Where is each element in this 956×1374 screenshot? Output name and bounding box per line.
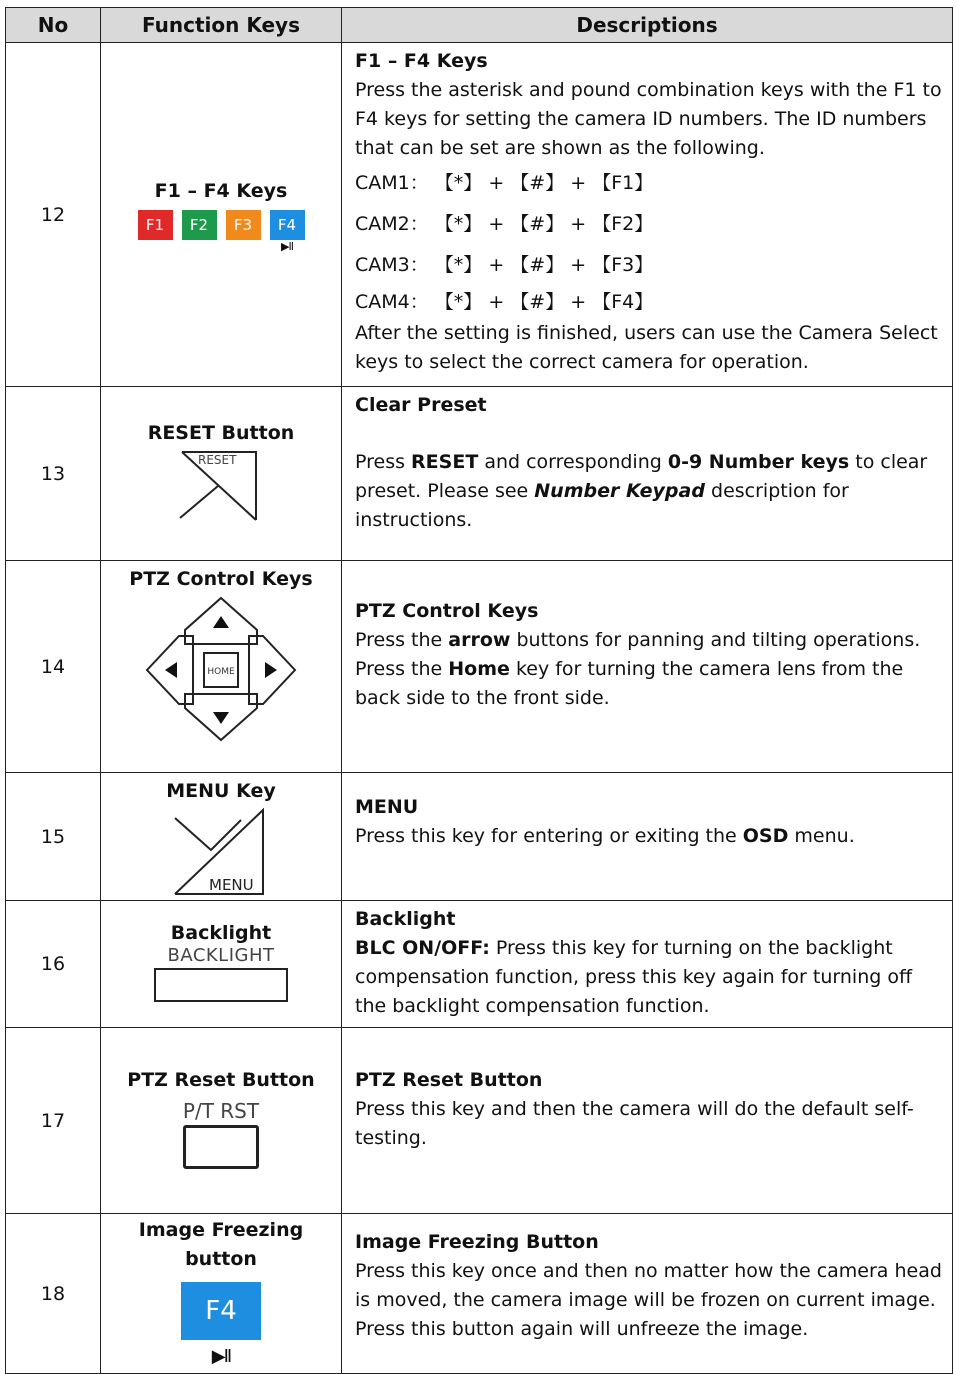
description-cell — [342, 43, 953, 387]
row-number: 15 — [6, 773, 101, 901]
description-text: Press the asterisk and pound combination keys with the F1 to F4 keys for setting the camera ID numbers. The ID numbers that can be set are shown as the following. — [355, 79, 942, 159]
function-key-label: Backlight — [170, 922, 272, 944]
play-pause-icon: ▶II — [281, 239, 293, 253]
description-title: F1 – F4 Keys — [355, 50, 488, 72]
function-key-cell — [101, 387, 342, 561]
table-row — [6, 1028, 953, 1214]
function-key-cell — [101, 773, 342, 901]
table-row — [6, 561, 953, 773]
down-arrow-icon — [213, 712, 229, 724]
f3-key-icon: F3 — [226, 210, 261, 240]
description-text: Press RESET and corresponding 0-9 Number keys to clear preset. Please see Number Keypad description for instructions. — [355, 451, 928, 531]
f2-key-icon: F2 — [182, 210, 217, 240]
ptz-reset-button-icon — [183, 1125, 259, 1169]
function-key-label: PTZ Control Keys — [129, 568, 313, 590]
left-arrow-icon — [165, 662, 177, 678]
row-number: 14 — [6, 561, 101, 773]
function-key-label: MENU Key — [166, 780, 276, 802]
function-key-cell — [101, 561, 342, 773]
row-number: 18 — [6, 1214, 101, 1374]
function-key-cell — [101, 1214, 342, 1374]
f4-key-icon: F4 — [181, 1282, 261, 1340]
table-row — [6, 43, 953, 387]
backlight-button-icon — [154, 968, 288, 1002]
row-number: 13 — [6, 387, 101, 561]
home-key-text: HOME — [207, 667, 235, 677]
description-cell — [342, 1028, 953, 1214]
description-cell — [342, 561, 953, 773]
description-cell — [342, 901, 953, 1028]
function-key-label: PTZ Reset Button — [127, 1069, 315, 1091]
description-title: Image Freezing Button — [355, 1231, 599, 1253]
menu-key-icon — [171, 806, 271, 896]
description-cell — [342, 387, 953, 561]
description-text: Press the arrow buttons for panning and tilting operations. Press the Home key for turning the camera lens from the back side to the front side. — [355, 629, 921, 709]
header-function-keys: Function Keys — [101, 8, 342, 43]
menu-icon-text: MENU — [209, 876, 254, 894]
description-text: Press this key for entering or exiting the OSD menu. — [355, 825, 855, 847]
row-number: 12 — [6, 43, 101, 387]
right-arrow-icon — [265, 662, 277, 678]
description-title: Clear Preset — [355, 394, 487, 416]
header-row — [6, 8, 953, 43]
function-key-cell — [101, 1028, 342, 1214]
row-number: 17 — [6, 1028, 101, 1214]
description-cell — [342, 773, 953, 901]
function-key-label: F1 – F4 Keys — [154, 179, 288, 202]
function-key-cell — [101, 901, 342, 1028]
description-cell — [342, 1214, 953, 1374]
up-arrow-icon — [213, 616, 229, 628]
table-row — [6, 1214, 953, 1374]
f4-key-icon: F4 — [270, 210, 305, 240]
function-key-cell — [101, 43, 342, 387]
table-row — [6, 387, 953, 561]
f1-key-icon: F1 — [138, 210, 173, 240]
play-pause-icon: ▶II — [211, 1346, 231, 1367]
cam4-combination: CAM4： 【*】 + 【#】 + 【F4】 — [355, 291, 654, 313]
backlight-icon-text: BACKLIGHT — [167, 945, 275, 966]
ptz-reset-icon-text: P/T RST — [182, 1099, 260, 1123]
ptz-dpad-icon — [143, 594, 299, 744]
function-keys-table — [5, 7, 953, 1374]
function-key-label: Image Freezing button — [138, 1219, 304, 1270]
reset-icon-text: RESET — [198, 453, 237, 467]
table-row — [6, 901, 953, 1028]
description-text: BLC ON/OFF: Press this key for turning on the backlight compensation function, press this key again for turning off the backlight compensation function. — [355, 937, 913, 1017]
description-text: After the setting is finished, users can use the Camera Select keys to select the correct camera for operation. — [355, 322, 938, 373]
description-text: Press this key and then the camera will do the default self-testing. — [355, 1098, 914, 1149]
cam1-combination: CAM1： 【*】 + 【#】 + 【F1】 — [355, 172, 654, 194]
row-number: 16 — [6, 901, 101, 1028]
function-key-label: RESET Button — [147, 422, 295, 444]
cam2-combination: CAM2： 【*】 + 【#】 + 【F2】 — [355, 213, 654, 235]
description-title: PTZ Reset Button — [355, 1069, 543, 1091]
description-title: Backlight — [355, 908, 456, 930]
description-text: Press this key once and then no matter how the camera head is moved, the camera image will be frozen on current image. Press this button again will unfreeze the image. — [355, 1260, 942, 1340]
table-row — [6, 773, 953, 901]
description-title: MENU — [355, 796, 419, 818]
cam3-combination: CAM3： 【*】 + 【#】 + 【F3】 — [355, 254, 654, 276]
f-keys-group — [101, 210, 341, 253]
description-title: PTZ Control Keys — [355, 600, 539, 622]
header-descriptions: Descriptions — [342, 8, 953, 43]
header-no: No — [6, 8, 101, 43]
reset-button-icon — [176, 448, 266, 524]
